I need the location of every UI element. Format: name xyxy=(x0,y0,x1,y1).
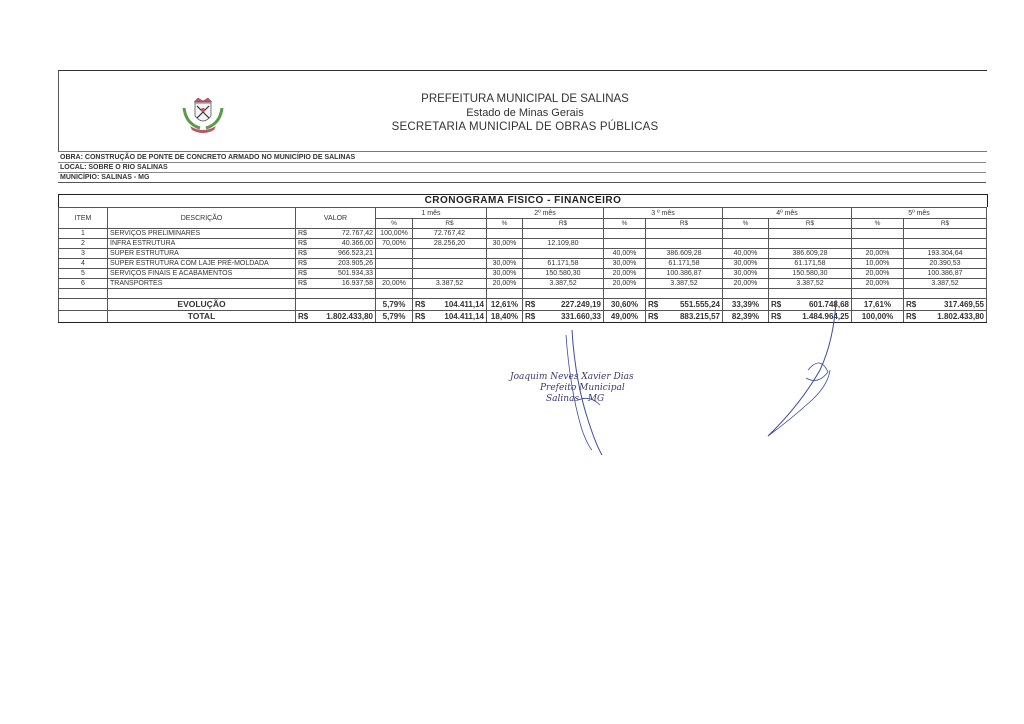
tot-m3-pct: 49,00% xyxy=(604,311,646,323)
row-month-value: 3.387,52 xyxy=(769,279,852,289)
evo-m2-value: R$ 227.249,19 xyxy=(523,299,604,311)
row-month-pct: 20,00% xyxy=(852,279,904,289)
rs-header: R$ xyxy=(646,219,723,229)
row-month-value: 3.387,52 xyxy=(523,279,604,289)
evolucao-row xyxy=(59,299,987,311)
row-month-value xyxy=(646,229,723,239)
row-month-value: 100.386,87 xyxy=(646,269,723,279)
evo-m5-pct: 17,61% xyxy=(852,299,904,311)
row-month-value: 28.256,20 xyxy=(413,239,487,249)
valor-amount: 203.905,26 xyxy=(337,260,373,267)
tot-m3-value: R$ 883.215,57 xyxy=(646,311,723,323)
rs-header: R$ xyxy=(904,219,987,229)
row-item: 5 xyxy=(59,269,108,279)
signature-stamp xyxy=(510,372,634,405)
row-month-pct: 20,00% xyxy=(604,279,646,289)
row-description: INFRA ESTRUTURA xyxy=(108,239,296,249)
row-month-pct xyxy=(604,239,646,249)
row-description: SERVIÇOS PRELIMINARES xyxy=(108,229,296,239)
schedule-title: CRONOGRAMA FÍSICO - FINANCEIRO xyxy=(58,194,988,207)
row-month-pct: 70,00% xyxy=(376,239,413,249)
rs-header: R$ xyxy=(523,219,604,229)
table-row xyxy=(59,259,987,269)
row-valor xyxy=(296,249,376,259)
row-month-value: 3.387,52 xyxy=(646,279,723,289)
row-item: 2 xyxy=(59,239,108,249)
row-month-pct: 20,00% xyxy=(852,249,904,259)
row-valor xyxy=(296,239,376,249)
row-month-pct: 40,00% xyxy=(604,249,646,259)
row-month-pct xyxy=(723,239,769,249)
col-item-header: ITEM xyxy=(59,208,108,229)
month-3-header: 3 º mês xyxy=(604,208,723,219)
row-month-pct xyxy=(487,249,523,259)
col-desc-header: DESCRIÇÃO xyxy=(108,208,296,229)
row-month-pct xyxy=(852,229,904,239)
month-2-header: 2º mês xyxy=(487,208,604,219)
row-month-pct: 100,00% xyxy=(376,229,413,239)
row-month-value: 193.304,64 xyxy=(904,249,987,259)
tot-m2-pct: 18,40% xyxy=(487,311,523,323)
evo-m2-pct: 12,61% xyxy=(487,299,523,311)
row-month-value: 100.386,87 xyxy=(904,269,987,279)
row-month-pct: 20,00% xyxy=(723,279,769,289)
project-info xyxy=(58,153,986,183)
municipal-coat-of-arms-icon xyxy=(180,96,226,134)
valor-amount: 966.523,21 xyxy=(337,250,373,257)
tot-m1-value: R$ 104.411,14 xyxy=(413,311,487,323)
row-month-pct xyxy=(852,239,904,249)
pct-header: % xyxy=(487,219,523,229)
secretaria-title: SECRETARIA MUNICIPAL DE OBRAS PÚBLICAS xyxy=(391,121,659,133)
currency-label: R$ xyxy=(298,280,307,287)
row-valor xyxy=(296,279,376,289)
row-month-pct: 40,00% xyxy=(723,249,769,259)
row-month-pct: 30,00% xyxy=(723,269,769,279)
valor-amount: 40.366,00 xyxy=(341,240,373,247)
rs-header: R$ xyxy=(769,219,852,229)
row-month-pct: 20,00% xyxy=(487,279,523,289)
row-month-value xyxy=(769,239,852,249)
evo-m3-value: R$ 551.555,24 xyxy=(646,299,723,311)
currency-label: R$ xyxy=(298,240,307,247)
row-month-value: 386.609,28 xyxy=(769,249,852,259)
valor-amount: 16.937,58 xyxy=(341,280,373,287)
evo-m4-pct: 33,39% xyxy=(723,299,769,311)
currency-label: R$ xyxy=(906,312,917,321)
evo-m3-pct: 30,60% xyxy=(604,299,646,311)
total-label: TOTAL xyxy=(108,311,296,323)
tot-m5-value: R$ 1.802.433,80 xyxy=(904,311,987,323)
row-month-value: 12.109,80 xyxy=(523,239,604,249)
pct-header: % xyxy=(604,219,646,229)
row-description: SERVIÇOS FINAIS E ACABAMENTOS xyxy=(108,269,296,279)
row-month-pct xyxy=(376,269,413,279)
row-month-value: 150.580,30 xyxy=(769,269,852,279)
valor-amount: 501.934,33 xyxy=(337,270,373,277)
row-month-value: 20.390,53 xyxy=(904,259,987,269)
row-month-pct xyxy=(723,229,769,239)
row-month-value: 150.580,30 xyxy=(523,269,604,279)
tot-m4-pct: 82,39% xyxy=(723,311,769,323)
total-row xyxy=(59,311,987,323)
table-row xyxy=(59,239,987,249)
row-valor xyxy=(296,229,376,239)
month-4-header: 4º mês xyxy=(723,208,852,219)
row-month-value xyxy=(413,269,487,279)
row-month-value: 3.387,52 xyxy=(413,279,487,289)
row-month-pct: 30,00% xyxy=(723,259,769,269)
evo-m1-pct: 5,79% xyxy=(376,299,413,311)
row-month-value: 386.609,28 xyxy=(646,249,723,259)
col-valor-header: VALOR xyxy=(296,208,376,229)
tot-m5-pct: 100,00% xyxy=(852,311,904,323)
signature-name: Joaquim Neves Xavier Dias xyxy=(510,372,634,382)
row-month-value xyxy=(523,249,604,259)
currency-label: R$ xyxy=(298,260,307,267)
row-month-value xyxy=(523,229,604,239)
currency-label: R$ xyxy=(298,230,307,237)
evo-m4-value: R$ 601.748,68 xyxy=(769,299,852,311)
row-item: 3 xyxy=(59,249,108,259)
signature-city: Salinas - MG xyxy=(546,394,605,404)
currency-label: R$ xyxy=(415,312,426,321)
row-month-value xyxy=(413,249,487,259)
currency-label: R$ xyxy=(525,300,536,309)
estado-subtitle: Estado de Minas Gerais xyxy=(466,107,584,119)
row-month-value: 61.171,58 xyxy=(769,259,852,269)
total-valor: R$ 1.802.433,80 xyxy=(296,311,376,323)
rs-header: R$ xyxy=(413,219,487,229)
row-month-pct: 20,00% xyxy=(604,269,646,279)
municipio-line: MUNICÍPIO: SALINAS - MG xyxy=(58,173,986,183)
row-item: 6 xyxy=(59,279,108,289)
row-month-pct: 20,00% xyxy=(852,269,904,279)
table-row xyxy=(59,269,987,279)
currency-label: R$ xyxy=(771,312,782,321)
pct-header: % xyxy=(376,219,413,229)
prefeitura-title: PREFEITURA MUNICIPAL DE SALINAS xyxy=(421,93,629,105)
currency-label: R$ xyxy=(298,250,307,257)
valor-amount: 72.767,42 xyxy=(341,230,373,237)
evolucao-label: EVOLUÇÃO xyxy=(108,299,296,311)
currency-label: R$ xyxy=(906,300,917,309)
row-month-pct: 20,00% xyxy=(376,279,413,289)
row-item: 4 xyxy=(59,259,108,269)
row-valor xyxy=(296,269,376,279)
row-month-pct: 30,00% xyxy=(487,269,523,279)
pct-header: % xyxy=(852,219,904,229)
row-valor xyxy=(296,259,376,269)
pct-header: % xyxy=(723,219,769,229)
row-month-value xyxy=(413,259,487,269)
tot-m1-pct: 5,79% xyxy=(376,311,413,323)
currency-label: R$ xyxy=(648,312,659,321)
row-description: SUPER ESTRUTURA xyxy=(108,249,296,259)
row-month-pct: 30,00% xyxy=(487,239,523,249)
row-month-value: 3.387,52 xyxy=(904,279,987,289)
currency-label: R$ xyxy=(648,300,659,309)
local-line: LOCAL: SOBRE O RIO SALINAS xyxy=(58,163,986,173)
table-row xyxy=(59,279,987,289)
currency-label: R$ xyxy=(415,300,426,309)
spacer-row xyxy=(59,289,987,299)
row-item: 1 xyxy=(59,229,108,239)
row-month-pct xyxy=(376,249,413,259)
row-month-value xyxy=(646,239,723,249)
row-description: TRANSPORTES xyxy=(108,279,296,289)
row-month-pct xyxy=(376,259,413,269)
table-row xyxy=(59,249,987,259)
row-description: SUPER ESTRUTURA COM LAJE PRÉ-MOLDADA xyxy=(108,259,296,269)
row-month-pct: 10,00% xyxy=(852,259,904,269)
row-month-value: 61.171,58 xyxy=(646,259,723,269)
currency-label: R$ xyxy=(771,300,782,309)
tot-m4-value: R$ 1.484.964,25 xyxy=(769,311,852,323)
currency-label: R$ xyxy=(298,270,307,277)
tot-m2-value: R$ 331.660,33 xyxy=(523,311,604,323)
row-month-pct: 30,00% xyxy=(604,259,646,269)
schedule-table xyxy=(58,207,987,323)
title-block xyxy=(380,92,670,134)
currency-label: R$ xyxy=(525,312,536,321)
signature-role: Prefeito Municipal xyxy=(540,383,625,393)
evo-m1-value: R$ 104.411,14 xyxy=(413,299,487,311)
month-1-header: 1 mês xyxy=(376,208,487,219)
row-month-pct xyxy=(487,229,523,239)
evo-m5-value: R$ 317.469,55 xyxy=(904,299,987,311)
month-5-header: 5º mês xyxy=(852,208,987,219)
header-row-months xyxy=(59,208,987,219)
row-month-value xyxy=(904,239,987,249)
currency-label: R$ xyxy=(298,312,309,321)
row-month-pct: 30,00% xyxy=(487,259,523,269)
row-month-value xyxy=(904,229,987,239)
obra-line: OBRA: CONSTRUÇÃO DE PONTE DE CONCRETO ARMADO NO MUNICÍPIO DE SALINAS xyxy=(58,153,986,163)
row-month-pct xyxy=(604,229,646,239)
row-month-value: 61.171,58 xyxy=(523,259,604,269)
row-month-value: 72.767,42 xyxy=(413,229,487,239)
table-row xyxy=(59,229,987,239)
row-month-value xyxy=(769,229,852,239)
